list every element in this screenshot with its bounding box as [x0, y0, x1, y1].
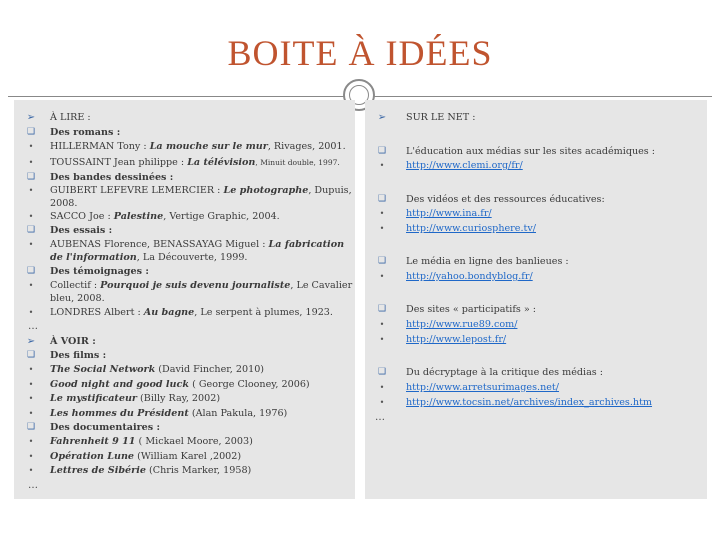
checkbox-bullet-icon: ❑	[26, 225, 36, 235]
romans-heading: Des romans :	[50, 127, 121, 138]
list-item: • Opération Lune (William Karel ,2002)	[50, 450, 355, 463]
checkbox-bullet-icon: ❑	[26, 266, 36, 276]
bd-heading-row	[26, 171, 355, 184]
dot-bullet-icon: •	[28, 186, 34, 195]
link-item	[379, 159, 704, 172]
voir-heading: À VOIR :	[50, 336, 96, 347]
link-tocsin[interactable]: http://www.tocsin.net/archives/index_archives.htm	[406, 397, 653, 408]
dot-bullet-icon: •	[28, 437, 34, 446]
list-item: • GUIBERT LEFEVRE LEMERCIER : Le photographe, Dupuis, 2008.	[50, 184, 355, 210]
checkbox-bullet-icon: ❑	[26, 127, 36, 137]
dot-bullet-icon: •	[28, 240, 34, 249]
link-lepost[interactable]: http://www.lepost.fr/	[406, 334, 507, 345]
left-panel	[14, 100, 355, 499]
ellipsis: …	[28, 480, 38, 491]
ellipsis: …	[28, 321, 38, 332]
list-item: • HILLERMAN Tony : La mouche sur le mur, Rivages, 2001.	[50, 140, 355, 153]
list-item: • Collectif : Pourquoi je suis devenu journaliste, Le Cavalier bleu, 2008.	[50, 279, 355, 305]
link-item	[379, 318, 704, 331]
link-clemi[interactable]: http://www.clemi.org/fr/	[406, 160, 523, 171]
checkbox-bullet-icon: ❑	[377, 367, 387, 377]
net-group-label: ❑ Du décryptage à la critique des médias :	[406, 366, 704, 379]
essais-heading-row	[26, 224, 355, 237]
checkbox-bullet-icon: ❑	[377, 194, 387, 204]
ellipsis: …	[375, 412, 385, 423]
list-item: • AUBENAS Florence, BENASSAYAG Miguel : La fabrication de l'information, La Découverte, 1999.	[50, 238, 355, 264]
net-heading: SUR LE NET :	[406, 112, 476, 123]
link-rue89[interactable]: http://www.rue89.com/	[406, 319, 518, 330]
documentaires-heading: Des documentaires :	[50, 422, 161, 433]
list-item: • Le mystificateur (Billy Ray, 2002)	[50, 392, 355, 405]
dot-bullet-icon: •	[28, 142, 34, 151]
dot-bullet-icon: •	[379, 320, 385, 329]
link-item	[379, 270, 704, 283]
dot-bullet-icon: •	[28, 158, 34, 167]
dot-bullet-icon: •	[28, 365, 34, 374]
page-title: BOITE À IDÉES	[227, 33, 493, 73]
checkbox-bullet-icon: ❑	[26, 422, 36, 432]
dot-bullet-icon: •	[28, 212, 34, 221]
list-item: • LONDRES Albert : Au bagne, Le serpent à plumes, 1923.	[50, 306, 355, 319]
dot-bullet-icon: •	[379, 272, 385, 281]
dot-bullet-icon: •	[28, 452, 34, 461]
lire-heading-row	[26, 111, 355, 124]
link-item	[379, 381, 704, 394]
list-item: • Les hommes du Président (Alan Pakula, 1976)	[50, 407, 355, 420]
link-bondyblog[interactable]: http://yahoo.bondyblog.fr/	[406, 271, 533, 282]
temoignages-heading-row	[26, 265, 355, 278]
right-panel	[365, 100, 707, 499]
voir-heading-row	[26, 335, 355, 348]
dot-bullet-icon: •	[28, 308, 34, 317]
dot-bullet-icon: •	[379, 398, 385, 407]
link-item	[379, 333, 704, 346]
list-item: • SACCO Joe : Palestine, Vertige Graphic, 2004.	[50, 210, 355, 223]
dot-bullet-icon: •	[28, 380, 34, 389]
link-item	[379, 207, 704, 220]
list-item: • TOUSSAINT Jean philippe : La télévision, Minuit double, 1997.	[50, 156, 355, 169]
net-group-label: ❑ L'éducation aux médias sur les sites académiques :	[406, 145, 704, 158]
films-heading: Des films :	[50, 350, 107, 361]
arrow-bullet-icon: ➢	[377, 112, 387, 123]
dot-bullet-icon: •	[28, 409, 34, 418]
net-heading-row	[377, 111, 704, 124]
checkbox-bullet-icon: ❑	[377, 256, 387, 266]
films-heading-row	[26, 349, 355, 362]
bd-heading: Des bandes dessinées :	[50, 172, 174, 183]
documentaires-heading-row	[26, 421, 355, 434]
net-group-label: ❑ Des vidéos et des ressources éducatives:	[406, 193, 704, 206]
checkbox-bullet-icon: ❑	[377, 304, 387, 314]
link-curiosphere[interactable]: http://www.curiosphere.tv/	[406, 223, 536, 234]
dot-bullet-icon: •	[28, 281, 34, 290]
dot-bullet-icon: •	[28, 466, 34, 475]
link-item	[379, 396, 704, 409]
link-ina[interactable]: http://www.ina.fr/	[406, 208, 492, 219]
arrow-bullet-icon: ➢	[26, 336, 36, 347]
net-group-label: ❑ Le média en ligne des banlieues :	[406, 255, 704, 268]
temoignages-heading: Des témoignages :	[50, 266, 149, 277]
link-item	[379, 222, 704, 235]
arrow-bullet-icon: ➢	[26, 112, 36, 123]
link-arretsurimages[interactable]: http://www.arretsurimages.net/	[406, 382, 560, 393]
dot-bullet-icon: •	[379, 335, 385, 344]
list-item: • The Social Network (David Fincher, 2010)	[50, 363, 355, 376]
dot-bullet-icon: •	[379, 161, 385, 170]
dot-bullet-icon: •	[379, 209, 385, 218]
checkbox-bullet-icon: ❑	[26, 172, 36, 182]
net-group-label: ❑ Des sites « participatifs » :	[406, 303, 704, 316]
essais-heading: Des essais :	[50, 225, 113, 236]
checkbox-bullet-icon: ❑	[26, 350, 36, 360]
dot-bullet-icon: •	[379, 224, 385, 233]
checkbox-bullet-icon: ❑	[377, 146, 387, 156]
list-item: • Fahrenheit 9 11 ( Mickael Moore, 2003)	[50, 435, 355, 448]
list-item: • Good night and good luck ( George Clooney, 2006)	[50, 378, 355, 391]
list-item: • Lettres de Sibérie (Chris Marker, 1958)	[50, 464, 355, 477]
lire-heading: À LIRE :	[50, 112, 91, 123]
dot-bullet-icon: •	[379, 383, 385, 392]
romans-heading-row	[26, 126, 355, 139]
dot-bullet-icon: •	[28, 394, 34, 403]
